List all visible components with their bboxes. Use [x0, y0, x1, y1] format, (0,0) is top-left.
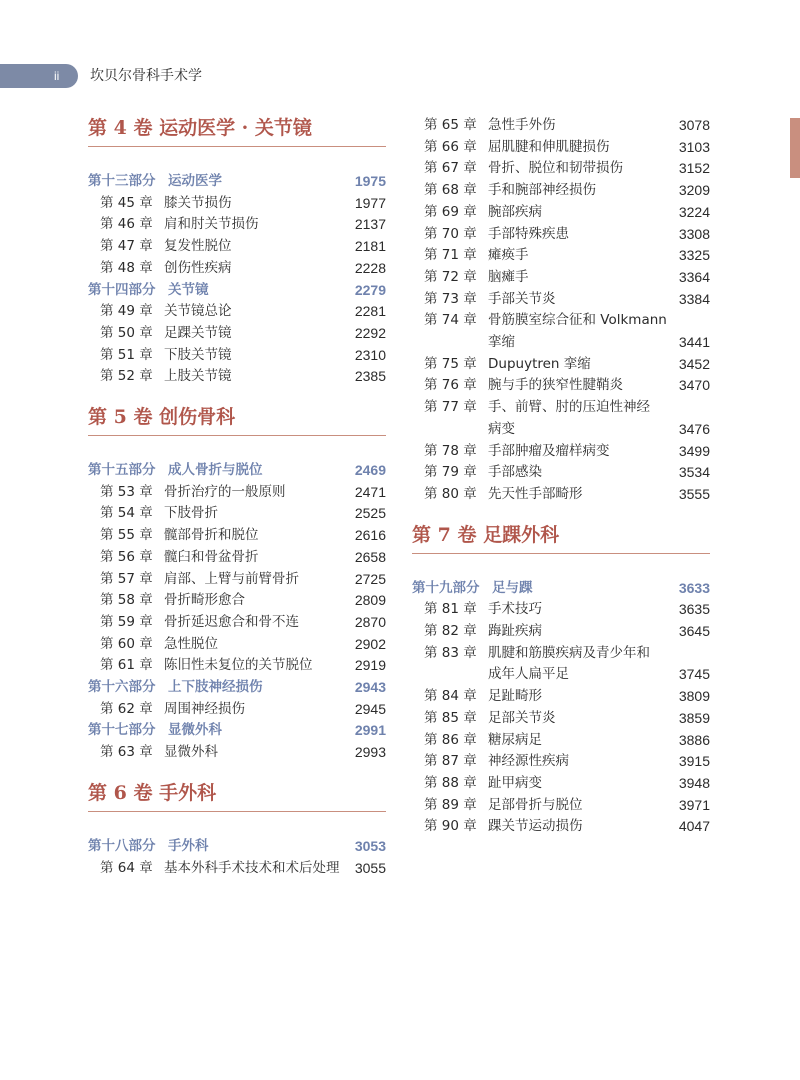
chapter-page: 2616 — [354, 527, 386, 544]
part-title: 足与踝 — [492, 579, 533, 596]
chapter-number: 第 51 章 — [100, 346, 153, 363]
chapter-page: 3915 — [678, 753, 710, 770]
chapter-title: 骨折畸形愈合 — [164, 592, 245, 609]
chapter-row — [88, 547, 386, 567]
chapter-page: 3384 — [678, 290, 710, 307]
chapter-number: 第 90 章 — [424, 818, 477, 835]
chapter-title: 足部关节炎 — [488, 709, 556, 726]
chapter-page: 3325 — [678, 247, 710, 264]
chapter-row — [88, 858, 386, 878]
chapter-page: 3364 — [678, 268, 710, 285]
chapter-title: 下肢骨折 — [164, 505, 218, 522]
volume-heading: 第 5 卷 创伤骨科 — [88, 406, 236, 428]
chapter-title: 基本外科手术技术和术后处理 — [164, 859, 340, 876]
chapter-row — [88, 323, 386, 343]
chapter-page: 1977 — [354, 194, 386, 211]
chapter-number: 第 70 章 — [424, 225, 477, 242]
chapter-number: 第 50 章 — [100, 324, 153, 341]
part-label: 第十九部分 — [412, 579, 480, 596]
chapter-number: 第 59 章 — [100, 613, 153, 630]
volume-heading: 第 7 卷 足踝外科 — [412, 523, 560, 546]
chapter-title: 踇趾疾病 — [488, 623, 542, 639]
volume-rule — [88, 811, 386, 812]
chapter-number: 第 49 章 — [100, 303, 153, 320]
chapter-title: 髋部骨折和脱位 — [164, 527, 259, 544]
chapter-title: 上肢关节镜 — [164, 368, 232, 385]
part-row — [88, 280, 386, 300]
chapter-row — [88, 366, 386, 386]
chapter-number: 第 78 章 — [424, 442, 477, 459]
chapter-title: 创伤性疾病 — [164, 259, 232, 276]
chapter-number: 第 76 章 — [424, 377, 477, 394]
chapter-number: 第 85 章 — [424, 709, 477, 726]
chapter-title: 手和腕部神经损伤 — [488, 182, 596, 199]
chapter-row — [88, 503, 386, 523]
part-page: 2991 — [354, 722, 386, 739]
chapter-title: 屈肌腱和伸肌腱损伤 — [488, 138, 610, 155]
chapter-number: 第 79 章 — [424, 464, 477, 481]
chapter-title: 复发性脱位 — [164, 238, 232, 255]
chapter-page: 3224 — [678, 203, 710, 220]
chapter-row — [88, 482, 386, 502]
chapter-row — [412, 751, 710, 771]
chapter-row — [88, 525, 386, 545]
chapter-row — [412, 621, 710, 641]
chapter-title: 神经源性疾病 — [488, 753, 569, 770]
chapter-row — [88, 590, 386, 610]
chapter-row — [412, 484, 710, 504]
volume-rule — [88, 146, 386, 147]
chapter-number: 第 74 章 — [424, 312, 477, 329]
chapter-title: 腕与手的狭窄性腱鞘炎 — [488, 377, 623, 394]
chapter-title: 骨折、脱位和韧带损伤 — [488, 160, 623, 177]
chapter-title: 骨筋膜室综合征和 Volkmann — [488, 312, 667, 329]
chapter-number: 第 81 章 — [424, 601, 477, 618]
chapter-page: 3809 — [678, 688, 710, 705]
chapter-row — [412, 245, 710, 265]
chapter-title: 肩部、上臂与前臂骨折 — [164, 570, 299, 587]
chapter-page: 4047 — [678, 818, 710, 835]
chapter-title: Dupuytren 挛缩 — [488, 355, 591, 372]
part-label: 第十七部分 — [88, 722, 156, 739]
part-title: 成人骨折与脱位 — [168, 462, 263, 478]
chapter-row — [412, 180, 710, 200]
header-tab — [0, 64, 78, 88]
chapter-row — [412, 730, 710, 750]
chapter-page: 2870 — [354, 613, 386, 630]
chapter-number: 第 88 章 — [424, 774, 477, 791]
part-page: 1975 — [354, 173, 386, 189]
part-row — [88, 720, 386, 740]
chapter-row — [412, 289, 710, 309]
chapter-page: 2919 — [354, 657, 386, 674]
chapter-row — [412, 816, 710, 836]
chapter-page: 3470 — [678, 377, 710, 394]
chapter-number: 第 46 章 — [100, 216, 153, 233]
chapter-number: 第 83 章 — [424, 644, 477, 661]
chapter-title: 踝关节运动损伤 — [488, 818, 583, 835]
chapter-row — [412, 708, 710, 728]
chapter-row — [88, 699, 386, 719]
volume-heading: 第 4 卷 运动医学 · 关节镜 — [88, 117, 312, 139]
chapter-number: 第 87 章 — [424, 753, 477, 770]
chapter-page: 2292 — [354, 324, 386, 341]
chapter-page: 3635 — [678, 601, 710, 618]
chapter-number: 第 55 章 — [100, 527, 153, 544]
chapter-title: 肩和肘关节损伤 — [164, 216, 259, 233]
chapter-page: 2181 — [354, 238, 386, 255]
chapter-row — [88, 214, 386, 234]
chapter-title: 陈旧性未复位的关节脱位 — [164, 657, 313, 674]
chapter-page: 3645 — [678, 623, 710, 639]
chapter-row — [88, 655, 386, 675]
part-title: 关节镜 — [168, 281, 209, 298]
chapter-number: 第 54 章 — [100, 505, 153, 522]
chapter-page: 3452 — [678, 355, 710, 372]
chapter-number: 第 84 章 — [424, 688, 477, 705]
part-title: 手外科 — [168, 837, 209, 854]
part-row — [88, 460, 386, 480]
chapter-page: 2137 — [354, 216, 386, 233]
chapter-page: 3078 — [678, 117, 710, 133]
chapter-number: 第 71 章 — [424, 247, 477, 264]
volume-rule — [412, 553, 710, 554]
chapter-title: 趾甲病变 — [488, 774, 542, 791]
chapter-page: 2658 — [354, 548, 386, 565]
chapter-title: 脑瘫手 — [488, 268, 529, 285]
chapter-row — [412, 115, 710, 135]
chapter-title: 瘫痪手 — [488, 247, 529, 264]
part-page: 2279 — [354, 281, 386, 298]
chapter-page: 3209 — [678, 182, 710, 199]
chapter-number: 第 62 章 — [100, 700, 153, 717]
chapter-number: 第 45 章 — [100, 194, 153, 211]
chapter-title: 手术技巧 — [488, 601, 542, 618]
chapter-number: 第 63 章 — [100, 744, 153, 761]
chapter-page: 3476 — [678, 420, 710, 437]
chapter-row — [412, 375, 710, 395]
chapter-page: 2809 — [354, 592, 386, 609]
chapter-title: 足趾畸形 — [488, 688, 542, 705]
chapter-page: 3745 — [678, 666, 710, 683]
chapter-number: 第 89 章 — [424, 796, 477, 813]
chapter-row — [412, 773, 710, 793]
chapter-title: 肌腱和筋膜疾病及青少年和 — [488, 644, 650, 661]
chapter-title: 手部关节炎 — [488, 290, 556, 307]
chapter-page: 3534 — [678, 464, 710, 481]
part-row — [88, 836, 386, 856]
chapter-row — [412, 224, 710, 244]
chapter-row — [412, 202, 710, 222]
chapter-number: 第 68 章 — [424, 182, 477, 199]
chapter-title: 显微外科 — [164, 744, 218, 761]
chapter-title: 成年人扁平足 — [488, 666, 569, 683]
chapter-page: 2471 — [354, 483, 386, 500]
chapter-number: 第 77 章 — [424, 399, 477, 416]
chapter-title: 周围神经损伤 — [164, 700, 245, 717]
page-number: ii — [54, 69, 60, 83]
chapter-title: 糖尿病足 — [488, 731, 542, 748]
chapter-page: 2902 — [354, 635, 386, 652]
part-label: 第十六部分 — [88, 679, 156, 695]
chapter-page: 3859 — [678, 709, 710, 726]
chapter-page: 2385 — [354, 368, 386, 385]
part-title: 运动医学 — [168, 173, 222, 189]
chapter-page: 3555 — [678, 485, 710, 502]
chapter-row — [412, 397, 710, 417]
chapter-page: 2725 — [354, 570, 386, 587]
chapter-title: 骨折延迟愈合和骨不连 — [164, 613, 299, 630]
chapter-row — [412, 137, 710, 157]
chapter-row — [88, 742, 386, 762]
chapter-row — [412, 686, 710, 706]
part-title: 上下肢神经损伤 — [168, 679, 263, 695]
chapter-number: 第 73 章 — [424, 290, 477, 307]
chapter-page: 3948 — [678, 774, 710, 791]
book-title: 坎贝尔骨科手术学 — [90, 68, 202, 84]
chapter-page: 2281 — [354, 303, 386, 320]
chapter-row — [88, 301, 386, 321]
chapter-row — [412, 310, 710, 330]
chapter-title: 急性脱位 — [164, 635, 218, 652]
part-page: 2943 — [354, 679, 386, 695]
chapter-row — [412, 441, 710, 461]
chapter-title: 足踝关节镜 — [164, 324, 232, 341]
chapter-title: 急性手外伤 — [488, 117, 556, 133]
chapter-title: 挛缩 — [488, 334, 515, 350]
chapter-number: 第 52 章 — [100, 368, 153, 385]
chapter-title: 关节镜总论 — [164, 303, 232, 320]
part-row — [412, 578, 710, 598]
chapter-number: 第 67 章 — [424, 160, 477, 177]
part-title: 显微外科 — [168, 722, 222, 739]
chapter-number: 第 48 章 — [100, 259, 153, 276]
chapter-title: 病变 — [488, 420, 515, 437]
chapter-title: 髋臼和骨盆骨折 — [164, 548, 259, 565]
part-page: 2469 — [354, 462, 386, 478]
chapter-page: 3152 — [678, 160, 710, 177]
chapter-page: 3055 — [354, 859, 386, 876]
part-page: 3053 — [354, 837, 386, 854]
chapter-number: 第 60 章 — [100, 635, 153, 652]
chapter-number: 第 56 章 — [100, 548, 153, 565]
chapter-title: 膝关节损伤 — [164, 194, 232, 211]
chapter-page: 3499 — [678, 442, 710, 459]
chapter-title: 先天性手部畸形 — [488, 485, 583, 502]
chapter-title-continuation — [412, 664, 710, 684]
chapter-number: 第 82 章 — [424, 623, 477, 639]
chapter-page: 3971 — [678, 796, 710, 813]
chapter-title: 腕部疾病 — [488, 203, 542, 220]
chapter-page: 3103 — [678, 138, 710, 155]
part-label: 第十三部分 — [88, 173, 156, 189]
chapter-number: 第 61 章 — [100, 657, 153, 674]
edge-thumb-tab — [790, 118, 800, 178]
chapter-row — [88, 193, 386, 213]
chapter-title: 下肢关节镜 — [164, 346, 232, 363]
chapter-page: 2228 — [354, 259, 386, 276]
chapter-page: 3441 — [678, 334, 710, 350]
part-page: 3633 — [678, 579, 710, 596]
chapter-number: 第 58 章 — [100, 592, 153, 609]
volume-rule — [88, 435, 386, 436]
chapter-number: 第 65 章 — [424, 117, 477, 133]
chapter-row — [88, 612, 386, 632]
chapter-page: 2310 — [354, 346, 386, 363]
chapter-number: 第 66 章 — [424, 138, 477, 155]
part-label: 第十四部分 — [88, 281, 156, 298]
chapter-number: 第 80 章 — [424, 485, 477, 502]
chapter-row — [412, 599, 710, 619]
chapter-row — [88, 236, 386, 256]
chapter-row — [412, 643, 710, 663]
chapter-title-continuation — [412, 332, 710, 352]
chapter-page: 3886 — [678, 731, 710, 748]
chapter-title-continuation — [412, 419, 710, 439]
chapter-page: 3308 — [678, 225, 710, 242]
chapter-page: 2945 — [354, 700, 386, 717]
chapter-number: 第 47 章 — [100, 238, 153, 255]
chapter-row — [412, 354, 710, 374]
chapter-title: 手部肿瘤及瘤样病变 — [488, 442, 610, 459]
part-label: 第十八部分 — [88, 837, 156, 854]
chapter-number: 第 64 章 — [100, 859, 153, 876]
chapter-row — [412, 795, 710, 815]
chapter-row — [412, 267, 710, 287]
chapter-row — [88, 569, 386, 589]
chapter-number: 第 69 章 — [424, 203, 477, 220]
chapter-page: 2993 — [354, 744, 386, 761]
part-row — [88, 677, 386, 697]
chapter-row — [88, 258, 386, 278]
chapter-number: 第 75 章 — [424, 355, 477, 372]
chapter-row — [412, 462, 710, 482]
chapter-row — [412, 158, 710, 178]
chapter-number: 第 57 章 — [100, 570, 153, 587]
chapter-number: 第 86 章 — [424, 731, 477, 748]
volume-heading: 第 6 卷 手外科 — [88, 781, 217, 804]
part-label: 第十五部分 — [88, 462, 156, 478]
chapter-row — [88, 634, 386, 654]
chapter-number: 第 72 章 — [424, 268, 477, 285]
chapter-title: 手部特殊疾患 — [488, 225, 569, 242]
chapter-row — [88, 345, 386, 365]
chapter-title: 手、前臂、肘的压迫性神经 — [488, 399, 650, 416]
chapter-title: 足部骨折与脱位 — [488, 796, 583, 813]
chapter-page: 2525 — [354, 505, 386, 522]
chapter-number: 第 53 章 — [100, 483, 153, 500]
chapter-title: 骨折治疗的一般原则 — [164, 483, 286, 500]
chapter-title: 手部感染 — [488, 464, 542, 481]
part-row — [88, 171, 386, 191]
